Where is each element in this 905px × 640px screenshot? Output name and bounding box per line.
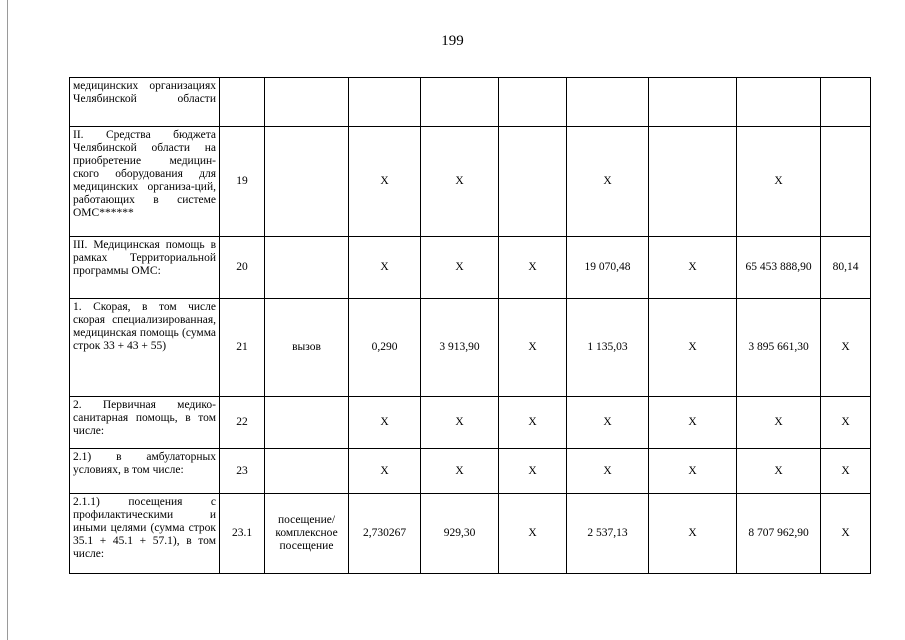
table-cell: Х — [349, 449, 421, 494]
table-row — [70, 237, 871, 299]
table-cell: Х — [499, 299, 567, 397]
table-cell: 23 — [220, 449, 265, 494]
table-cell — [265, 397, 349, 449]
table-cell: Х — [649, 237, 737, 299]
table-row — [70, 127, 871, 237]
table-cell: 80,14 — [821, 237, 871, 299]
table-row — [70, 397, 871, 449]
table-cell — [265, 78, 349, 127]
table-cell: Х — [499, 237, 567, 299]
table-cell: Х — [567, 397, 649, 449]
table-cell — [421, 78, 499, 127]
table-cell: Х — [567, 449, 649, 494]
table-cell — [220, 78, 265, 127]
table-cell: 3 895 661,30 — [737, 299, 821, 397]
table-cell — [499, 78, 567, 127]
table-cell: Х — [821, 449, 871, 494]
table-cell: Х — [349, 127, 421, 237]
table-cell: Х — [499, 449, 567, 494]
table-cell — [499, 127, 567, 237]
table-cell: 65 453 888,90 — [737, 237, 821, 299]
table-cell — [821, 127, 871, 237]
row-description-cell: 2.1) в амбулаторных условиях, в том числе: — [70, 449, 220, 494]
table-cell: Х — [821, 397, 871, 449]
table-cell — [349, 78, 421, 127]
table-cell: 19 — [220, 127, 265, 237]
table-row — [70, 78, 871, 127]
table-cell — [649, 78, 737, 127]
table-cell — [265, 237, 349, 299]
table-cell — [265, 449, 349, 494]
table-cell: 1 135,03 — [567, 299, 649, 397]
table-cell: Х — [421, 127, 499, 237]
row-description-cell: 2. Первичная медико-санитарная помощь, в том числе: — [70, 397, 220, 449]
table-cell: 20 — [220, 237, 265, 299]
row-description-cell: III. Медицинская помощь в рамках Территориальной программы ОМС: — [70, 237, 220, 299]
row-description-cell: II. Средства бюджета Челябинской области на приобретение медицин-ского оборудования для медицинских организа-ций, работающих в системе ОМС****** — [70, 127, 220, 237]
table-cell: 8 707 962,90 — [737, 494, 821, 574]
table-cell — [737, 78, 821, 127]
table-cell — [649, 127, 737, 237]
table-body — [70, 78, 871, 574]
table-cell: Х — [821, 494, 871, 574]
table-cell: 22 — [220, 397, 265, 449]
table-cell: посещение/ комплексное посещение — [265, 494, 349, 574]
row-description-cell: медицинских организациях Челябинской области — [70, 78, 220, 127]
table-cell: 0,290 — [349, 299, 421, 397]
table-cell: Х — [421, 397, 499, 449]
page-edge-line — [7, 0, 8, 640]
table-cell: Х — [649, 494, 737, 574]
table-cell: Х — [499, 494, 567, 574]
table-cell: Х — [737, 397, 821, 449]
table-cell: 21 — [220, 299, 265, 397]
table-cell — [265, 127, 349, 237]
table-cell: Х — [421, 237, 499, 299]
table-cell: Х — [499, 397, 567, 449]
table-cell: Х — [649, 299, 737, 397]
table-cell — [567, 78, 649, 127]
row-description-cell: 1. Скорая, в том числе скорая специализированная, медицинская помощь (сумма строк 33 + 43 + 55) — [70, 299, 220, 397]
table-cell: Х — [737, 127, 821, 237]
table-cell: 23.1 — [220, 494, 265, 574]
table-cell: Х — [649, 397, 737, 449]
table-cell: вызов — [265, 299, 349, 397]
table-cell: Х — [821, 299, 871, 397]
page-number: 199 — [441, 33, 464, 49]
table-cell: 929,30 — [421, 494, 499, 574]
table-cell — [821, 78, 871, 127]
table-cell: Х — [737, 449, 821, 494]
table-cell: Х — [349, 397, 421, 449]
table-row — [70, 299, 871, 397]
table-cell: Х — [421, 449, 499, 494]
table-cell: 2,730267 — [349, 494, 421, 574]
table-row — [70, 494, 871, 574]
row-description-cell: 2.1.1) посещения с профилактическими и иными целями (сумма строк 35.1 + 45.1 + 57.1), в том числе: — [70, 494, 220, 574]
table-cell: 3 913,90 — [421, 299, 499, 397]
data-table — [69, 77, 871, 574]
table-cell: 2 537,13 — [567, 494, 649, 574]
table-cell: Х — [567, 127, 649, 237]
table-cell: Х — [649, 449, 737, 494]
table-cell: Х — [349, 237, 421, 299]
table-row — [70, 449, 871, 494]
table-cell: 19 070,48 — [567, 237, 649, 299]
